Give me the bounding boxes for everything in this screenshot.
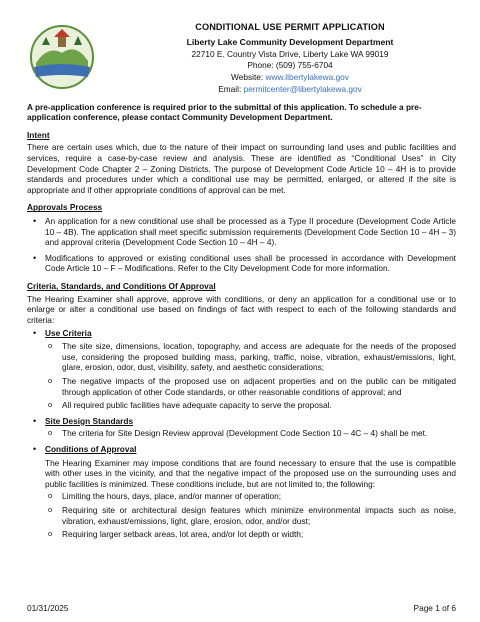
city-logo xyxy=(28,23,96,91)
list-item: o All required public facilities have adequate capacity to serve the proposal. xyxy=(45,400,456,411)
conditions-heading: Conditions of Approval xyxy=(45,443,137,454)
approvals-list xyxy=(27,216,456,274)
use-criteria-list xyxy=(45,341,456,411)
site-design-heading: Site Design Standards xyxy=(45,415,134,426)
email-link[interactable]: permitcenter@libertylakewa.gov xyxy=(243,83,362,94)
use-criteria-item xyxy=(27,328,456,410)
department-name: Liberty Lake Community Development Department xyxy=(186,36,394,47)
criteria-list xyxy=(27,328,456,539)
document-body xyxy=(27,102,456,545)
department-phone: Phone: (509) 755-6704 xyxy=(247,60,333,71)
approvals-heading: Approvals Process xyxy=(27,202,103,213)
list-item: o The negative impacts of the proposed use on adjacent properties and on the public can be mitigated through application of other Code standards, or other reasonable conditions of approval; and xyxy=(45,376,456,397)
footer-date: 01/31/2025 xyxy=(27,603,69,613)
intent-heading: Intent xyxy=(27,129,50,140)
website-label: Website: xyxy=(231,71,266,82)
list-item: o Limiting the hours, days, place, and/or manner of operation; xyxy=(45,491,456,502)
conditions-item xyxy=(27,444,456,540)
department-website xyxy=(100,72,480,83)
list-item: • Modifications to approved or existing conditional uses shall be processed in accordance with Development Code Article 10 – F – Modifications. Refer to the City Development Code for more information. xyxy=(27,253,456,274)
document-header xyxy=(0,0,480,100)
intent-text: There are certain uses which, due to the nature of their impact on surrounding land uses and public facilities and services, require a case-by-case review and analysis. These are identified as “Conditional Uses” in City Development Code Chapter 2 – Zoning Districts. The purpose of Development Code Article 10 – 4H is to provide standards and procedures under which a conditional use may be permitted, enlarged, or altered if the site is appropriate and if other appropriate conditions of approval can be met. xyxy=(27,142,456,195)
list-item: o The site size, dimensions, location, topography, and access are adequate for the needs of the proposed use, considering the proposed building mass, parking, traffic, noise, vibration, exhaust/emissions, light, glare, erosion, odor, dust, visibility, safety, and aesthetic considerations; xyxy=(45,341,456,373)
page-number: Page 1 of 6 xyxy=(413,603,456,613)
criteria-intro: The Hearing Examiner shall approve, approve with conditions, or deny an application for a conditional use or to enlarge or alter a conditional use based on findings of fact with respect to each of the following standards and criteria: xyxy=(27,293,456,325)
conditions-text: The Hearing Examiner may impose conditions that are found necessary to ensure that the use is compatible with other uses in the vicinity, and that the negative impact of the proposed use on the surrounding uses and public facilities is minimized. These conditions include, but are not limited to, the following: xyxy=(45,457,456,489)
email-label: Email: xyxy=(218,83,244,94)
form-title: CONDITIONAL USE PERMIT APPLICATION xyxy=(195,22,385,32)
list-item: o Requiring site or architectural design features which minimize environmental impacts such as noise, vibration, exhaust/emissions, light, glare, erosion, odor, and/or dust; xyxy=(45,505,456,526)
conditions-list xyxy=(45,491,456,539)
site-design-list xyxy=(45,428,456,439)
list-item: • An application for a new conditional use shall be processed as a Type II procedure (Development Code Article 10 – 4B). The application shall meet specific submission requirements (Development Code Section 10 – 4H – 3) and approval criteria (Development Code Section 10 – 4H – 4). xyxy=(27,216,456,248)
prereq-notice: A pre-application conference is required prior to the submittal of this application. To schedule a pre-application conference, please contact Community Development Department. xyxy=(27,102,422,123)
criteria-heading: Criteria, Standards, and Conditions Of Approval xyxy=(27,281,216,292)
list-item: o The criteria for Site Design Review approval (Development Code Section 10 – 4C – 4) shall be met. xyxy=(45,428,456,439)
site-design-item xyxy=(27,416,456,439)
website-link[interactable]: www.libertylakewa.gov xyxy=(265,71,349,82)
department-email xyxy=(100,84,480,95)
use-criteria-heading: Use Criteria xyxy=(45,328,92,339)
list-item: o Requiring larger setback areas, lot area, and/or lot depth or width; xyxy=(45,529,456,540)
department-address: 22710 E. Country Vista Drive, Liberty Lake WA 99019 xyxy=(191,48,389,59)
